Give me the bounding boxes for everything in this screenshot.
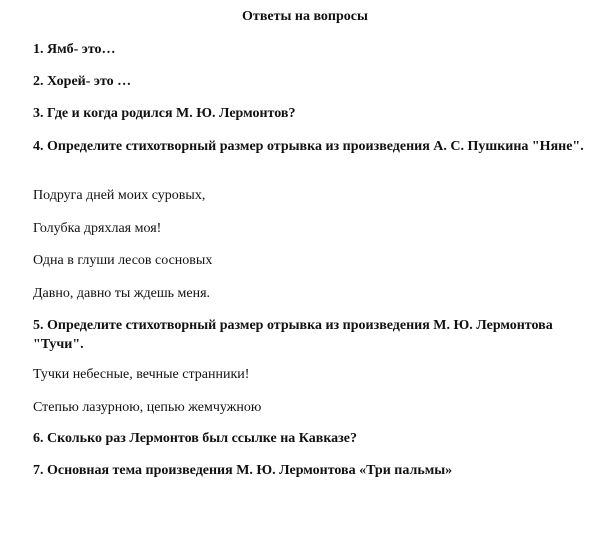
question-3: 3. Где и когда родился М. Ю. Лермонтов? bbox=[33, 106, 296, 121]
verse-nyane-line-3: Одна в глуши лесов сосновых bbox=[33, 253, 213, 268]
verse-nyane-line-1: Подруга дней моих суровых, bbox=[33, 188, 206, 203]
question-1: 1. Ямб- это… bbox=[33, 42, 116, 57]
question-4: 4. Определите стихотворный размер отрывка из произведения А. С. Пушкина "Няне". bbox=[33, 139, 584, 154]
question-7: 7. Основная тема произведения М. Ю. Лермонтова «Три пальмы» bbox=[33, 463, 453, 478]
question-6: 6. Сколько раз Лермонтов был ссылке на Кавказе? bbox=[33, 431, 358, 446]
verse-tuchi-line-1: Тучки небесные, вечные странники! bbox=[33, 367, 250, 382]
verse-nyane-line-4: Давно, давно ты ждешь меня. bbox=[33, 286, 211, 301]
page-title: Ответы на вопросы bbox=[242, 9, 368, 24]
verse-nyane-line-2: Голубка дряхлая моя! bbox=[33, 221, 162, 236]
verse-tuchi-line-2: Степью лазурною, цепью жемчужною bbox=[33, 400, 262, 415]
question-2: 2. Хорей- это … bbox=[33, 74, 132, 89]
question-5: 5. Определите стихотворный размер отрывка из произведения М. Ю. Лермонтова "Тучи". bbox=[33, 318, 553, 352]
